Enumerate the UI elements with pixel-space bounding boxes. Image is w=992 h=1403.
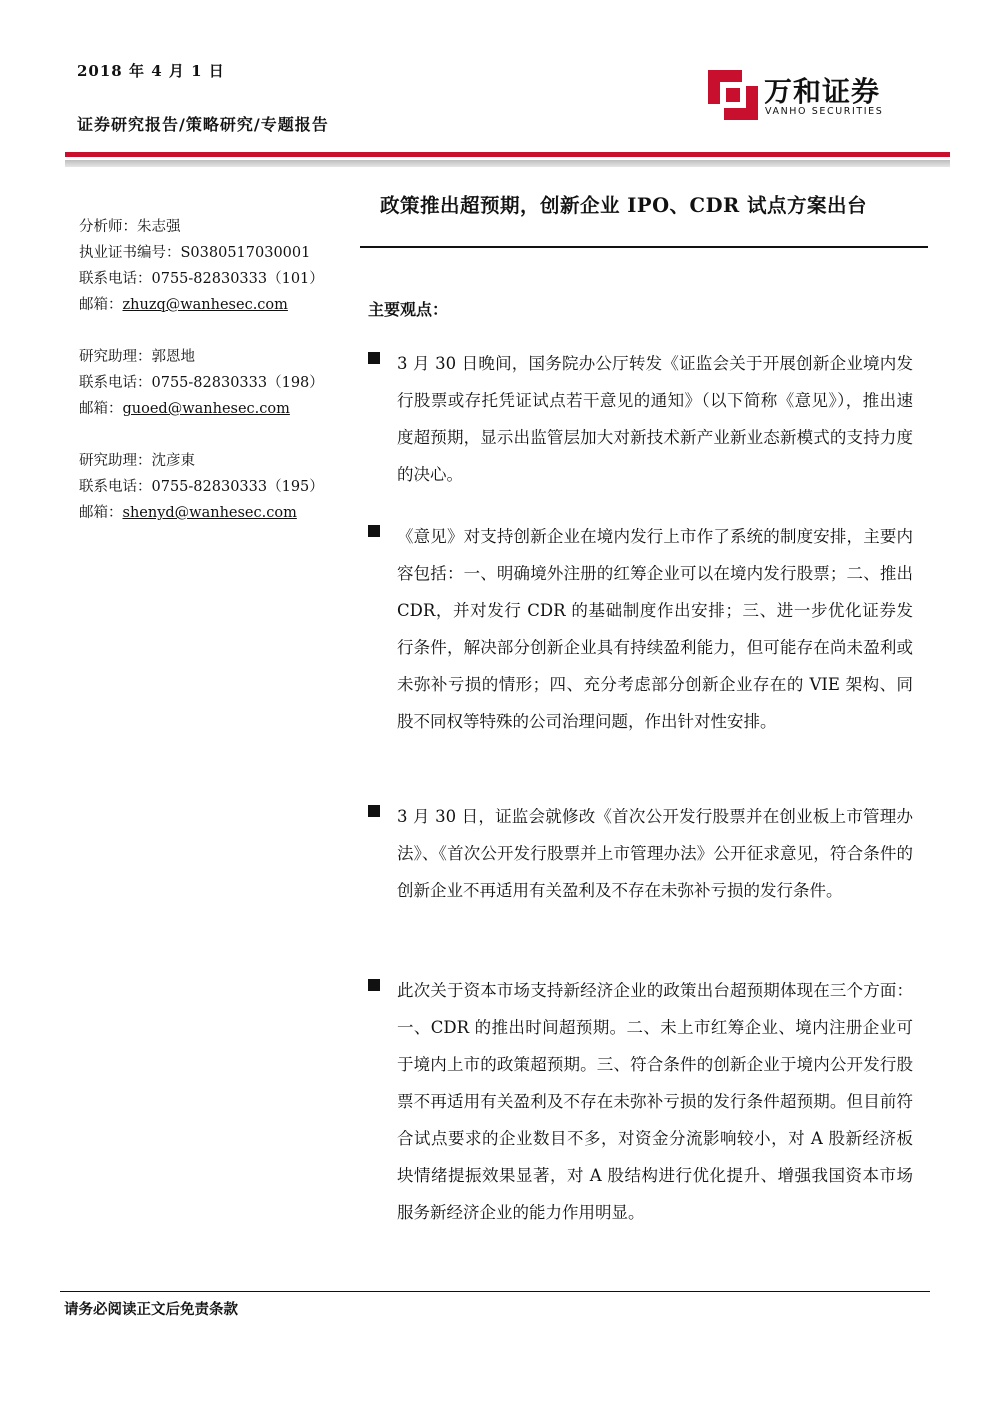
- assistant-card: [79, 344, 339, 422]
- analyst-card: [79, 214, 339, 318]
- report-date: 2018 年 4 月 1 日: [77, 62, 225, 80]
- analyst-email-row: [79, 292, 339, 318]
- assistant-email-link[interactable]: guoed@wanhesec.com: [122, 401, 290, 417]
- assistant-email-row: [79, 500, 339, 526]
- assistant-phone: 联系电话：0755-82830333（198）: [79, 375, 324, 391]
- key-point-text: 此次关于资本市场支持新经济企业的政策出台超预期体现在三个方面：一、CDR 的推出时间超预期。二、未上市红筹企业、境内注册企业可于境内上市的政策超预期。三、符合条件的创新企业于境内公开发行股票不再适用有关盈利及不存在未弥补亏损的发行条件超预期。但目前符合试点要求的企业数目不多，对资金分流影响较小，对 A 股新经济板块情绪提振效果显著，对 A 股结构进行优化提升、增强我国资本市场服务新经济企业的能力作用明显。: [397, 981, 913, 1222]
- email-label: 邮箱：: [79, 505, 123, 521]
- analyst-name: 分析师：朱志强: [79, 219, 181, 235]
- key-point-text: 3 月 30 日晚间，国务院办公厅转发《证监会关于开展创新企业境内发行股票或存托凭证试点若干意见的通知》（以下简称《意见》），推出速度超预期，显示出监管层加大对新技术新产业新业态新模式的支持力度的决心。: [397, 354, 913, 484]
- email-label: 邮箱：: [79, 401, 123, 417]
- assistant-name: 研究助理：沈彦東: [79, 453, 195, 469]
- key-point: [368, 345, 913, 493]
- company-logo-cn: 万和证券: [764, 75, 881, 108]
- assistant-phone: 联系电话：0755-82830333（195）: [79, 479, 324, 495]
- analyst-email-link[interactable]: zhuzq@wanhesec.com: [122, 297, 288, 313]
- company-logo: [708, 68, 908, 124]
- analyst-sidebar: [79, 214, 339, 552]
- key-point: [368, 972, 913, 1231]
- report-title: 政策推出超预期，创新企业 IPO、CDR 试点方案出台: [380, 194, 867, 217]
- key-point: [368, 518, 913, 740]
- title-rule: [360, 246, 928, 248]
- key-point-text: 3 月 30 日，证监会就修改《首次公开发行股票并在创业板上市管理办法》、《首次公开发行股票并上市管理办法》公开征求意见，符合条件的创新企业不再适用有关盈利及不存在未弥补亏损的发行条件。: [397, 807, 913, 900]
- bullet-square-icon: [368, 979, 380, 991]
- header-divider-gray: [65, 160, 950, 167]
- section-heading: 主要观点：: [368, 300, 449, 319]
- footer-rule: [60, 1291, 930, 1292]
- analyst-phone: 联系电话：0755-82830333（101）: [79, 271, 324, 287]
- email-label: 邮箱：: [79, 297, 123, 313]
- assistant-email-link[interactable]: shenyd@wanhesec.com: [122, 505, 297, 521]
- bullet-square-icon: [368, 805, 380, 817]
- header-divider-red: [65, 152, 950, 157]
- bullet-square-icon: [368, 525, 380, 537]
- report-series: 证券研究报告/策略研究/专题报告: [77, 115, 329, 134]
- assistant-email-row: [79, 396, 339, 422]
- footer-disclaimer: 请务必阅读正文后免责条款: [64, 1301, 238, 1318]
- bullet-square-icon: [368, 352, 380, 364]
- assistant-name: 研究助理：郭恩地: [79, 349, 195, 365]
- key-point-text: 《意见》对支持创新企业在境内发行上市作了系统的制度安排，主要内容包括：一、明确境外注册的红筹企业可以在境内发行股票；二、推出 CDR，并对发行 CDR 的基础制度作出安排；三、进一步优化证券发行条件，解决部分创新企业具有持续盈利能力，但可能存在尚未盈利或未弥补亏损的情形；四、充分考虑部分创新企业存在的 VIE 架构、同股不同权等特殊的公司治理问题，作出针对性安排。: [397, 527, 913, 731]
- company-logo-en: VANHO SECURITIES: [765, 106, 884, 117]
- key-point: [368, 798, 913, 909]
- assistant-card: [79, 448, 339, 526]
- company-logo-mark-icon: [708, 70, 758, 120]
- analyst-license: 执业证书编号：S0380517030001: [79, 245, 311, 261]
